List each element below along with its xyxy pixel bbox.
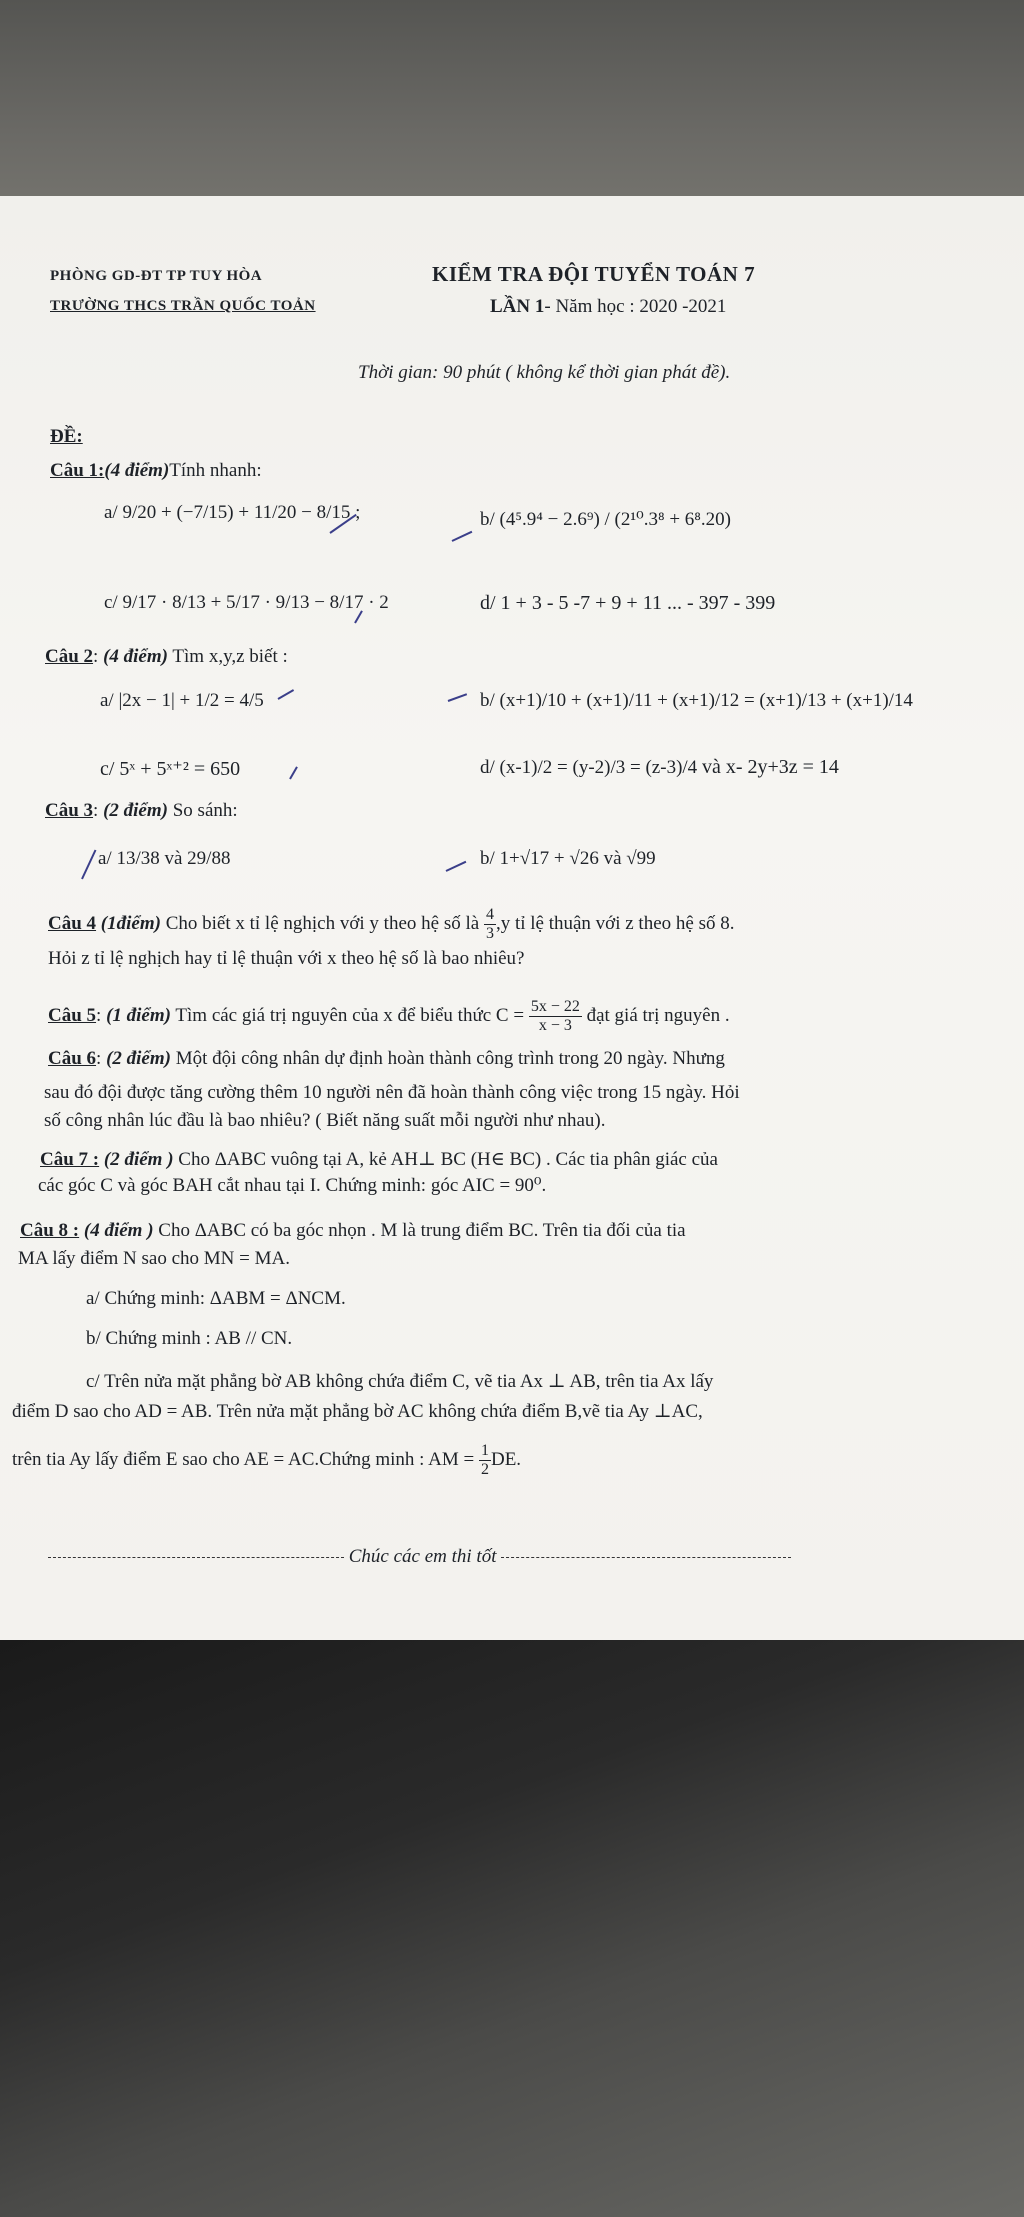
desk-background-bottom bbox=[0, 1640, 1024, 2217]
q3-heading: Câu 3: (2 điểm) So sánh: bbox=[45, 800, 238, 821]
q3-a: a/ 13/38 và 29/88 bbox=[98, 848, 231, 869]
q1-c bbox=[104, 592, 389, 614]
q1-heading bbox=[50, 460, 262, 482]
q8-c3-tail: DE. bbox=[490, 1448, 522, 1470]
q7-line2: các góc C và góc BAH cắt nhau tại I. Chứng minh: góc AIC = 90⁰. bbox=[38, 1175, 547, 1196]
footer-dash-right bbox=[501, 1557, 791, 1558]
q8-line1 bbox=[20, 1220, 686, 1242]
q8-c3-text: trên tia Ay lấy điểm E sao cho AE = AC.Chứng minh : AM = bbox=[12, 1448, 475, 1470]
q8-c-line2: điểm D sao cho AD = AB. Trên nửa mặt phẳng bờ AC không chứa điểm B,vẽ tia Ay ⊥AC, bbox=[12, 1401, 703, 1422]
q5-line: Câu 5: (1 điểm) Tìm các giá trị nguyên của x để biểu thức C = $\frac{5x - 22}{x - 3}$ đạt giá trị nguyên . bbox=[48, 998, 730, 1034]
q3-b: b/ 1+√17 + √26 và √99 bbox=[480, 848, 656, 869]
q8-label: Câu 8 : bbox=[20, 1220, 80, 1241]
q2-a: a/ |2x − 1| + 1/2 = 4/5 bbox=[100, 690, 264, 711]
q1-a-text: a/ 9/20 + (−7/15) + 11/20 − 8/15 ; bbox=[104, 502, 361, 523]
q4-label: Câu 4 bbox=[48, 912, 97, 934]
q8-fraction: $\frac{1}{2}$ bbox=[480, 1442, 489, 1478]
q5-expression: $\frac{5x - 22}{x - 3}$ bbox=[530, 998, 580, 1034]
q4-points: (1điểm) bbox=[100, 912, 161, 934]
header-school: TRƯỜNG THCS TRẦN QUỐC TOẢN bbox=[50, 298, 316, 314]
q8-c-line1: c/ Trên nửa mặt phẳng bờ AB không chứa điểm C, vẽ tia Ax ⊥ AB, trên tia Ax lấy bbox=[86, 1371, 714, 1392]
q6-line3: số công nhân lúc đầu là bao nhiêu? ( Biết năng suất mỗi người như nhau). bbox=[44, 1110, 606, 1131]
q1-text: Tính nhanh: bbox=[169, 460, 262, 481]
q6-points: (2 điểm) bbox=[106, 1048, 171, 1069]
q2-b: b/ (x+1)/10 + (x+1)/11 + (x+1)/12 = (x+1)/13 + (x+1)/14 bbox=[480, 690, 913, 711]
q4-text2: ,y tỉ lệ thuận với z theo hệ số 8. bbox=[495, 912, 735, 934]
q5-label: Câu 5 bbox=[48, 1004, 97, 1026]
exam-title: KIỂM TRA ĐỘI TUYỂN TOÁN 7 bbox=[432, 262, 756, 286]
q4-text1: Cho biết x tỉ lệ nghịch với y theo hệ số là bbox=[165, 912, 480, 934]
exam-subtitle bbox=[490, 296, 726, 318]
q4-line1 bbox=[48, 906, 734, 943]
footer-dash-left bbox=[48, 1557, 344, 1558]
q1-a bbox=[104, 502, 360, 524]
q4-fraction: $\frac{4}{3}$ bbox=[485, 906, 494, 942]
q8-c-line3 bbox=[12, 1442, 521, 1479]
q2-d-tail: và x- 2y+3z = 14 bbox=[701, 756, 839, 778]
q1-label: Câu 1: bbox=[50, 460, 105, 481]
q5-text2: đạt giá trị nguyên . bbox=[586, 1004, 730, 1026]
q8-text1: Cho ΔABC có ba góc nhọn . M là trung điểm BC. Trên tia đối của tia bbox=[158, 1220, 686, 1241]
q4-line2: Hỏi z tỉ lệ nghịch hay tỉ lệ thuận với x theo hệ số là bao nhiêu? bbox=[48, 948, 525, 969]
q3-label: Câu 3 bbox=[45, 800, 94, 821]
q6-line1: Câu 6: (2 điểm) Một đội công nhân dự định hoàn thành công trình trong 20 ngày. Nhưng bbox=[48, 1048, 725, 1069]
q7-label: Câu 7 : bbox=[40, 1149, 100, 1170]
q1-b-text: b/ (4⁵.9⁴ − 2.6⁹) / (2¹⁰.3⁸ + 6⁸.20) bbox=[480, 509, 731, 530]
q6-label: Câu 6 bbox=[48, 1048, 97, 1069]
q1-c-text: c/ 9/17 · 8/13 + 5/17 · 9/13 − 8/17 · 2 bbox=[104, 592, 389, 613]
q3-text: So sánh: bbox=[172, 800, 238, 821]
q7-points: (2 điểm ) bbox=[103, 1149, 174, 1170]
q3-points: (2 điểm) bbox=[103, 800, 168, 821]
footer-text: Chúc các em thi tốt bbox=[348, 1546, 497, 1567]
q2-d bbox=[480, 756, 839, 779]
q5-text1: Tìm các giá trị nguyên của x để biểu thức C = bbox=[175, 1004, 525, 1026]
de-label: ĐỀ: bbox=[50, 426, 83, 447]
q1-points: (4 điểm) bbox=[104, 460, 170, 481]
footer-line bbox=[48, 1546, 791, 1568]
q1-b bbox=[480, 508, 731, 531]
exam-round: LẦN 1 bbox=[490, 296, 545, 317]
q6-text1: Một đội công nhân dự định hoàn thành công trình trong 20 ngày. Nhưng bbox=[175, 1048, 725, 1069]
q8-points: (4 điểm ) bbox=[83, 1220, 154, 1241]
q2-heading: Câu 2: (4 điểm) Tìm x,y,z biết : bbox=[45, 646, 288, 667]
exam-time: Thời gian: 90 phút ( không kể thời gian phát đề). bbox=[358, 362, 731, 383]
q8-line2: MA lấy điểm N sao cho MN = MA. bbox=[18, 1248, 290, 1269]
q1-d: d/ 1 + 3 - 5 -7 + 9 + 11 ... - 397 - 399 bbox=[480, 592, 776, 614]
header-department: PHÒNG GD-ĐT TP TUY HÒA bbox=[50, 268, 263, 284]
q7-text1: Cho ΔABC vuông tại A, kẻ AH⊥ BC (H∈ BC) . Các tia phân giác của bbox=[178, 1149, 718, 1170]
school-year: - Năm học : 2020 -2021 bbox=[544, 296, 727, 317]
q7-line1 bbox=[40, 1148, 718, 1171]
q2-label: Câu 2 bbox=[45, 646, 94, 667]
q2-text: Tìm x,y,z biết : bbox=[172, 646, 288, 667]
q2-c: c/ 5ˣ + 5ˣ⁺² = 650 bbox=[100, 758, 241, 780]
q2-d-eq: d/ (x-1)/2 = (y-2)/3 = (z-3)/4 bbox=[480, 757, 698, 778]
q6-line2: sau đó đội được tăng cường thêm 10 người nên đã hoàn thành công việc trong 15 ngày. Hỏi bbox=[44, 1082, 740, 1103]
q8-b: b/ Chứng minh : AB // CN. bbox=[86, 1328, 293, 1349]
q8-a: a/ Chứng minh: ΔABM = ΔNCM. bbox=[86, 1288, 346, 1309]
q2-points: (4 điểm) bbox=[103, 646, 168, 667]
q5-points: (1 điểm) bbox=[106, 1004, 171, 1026]
